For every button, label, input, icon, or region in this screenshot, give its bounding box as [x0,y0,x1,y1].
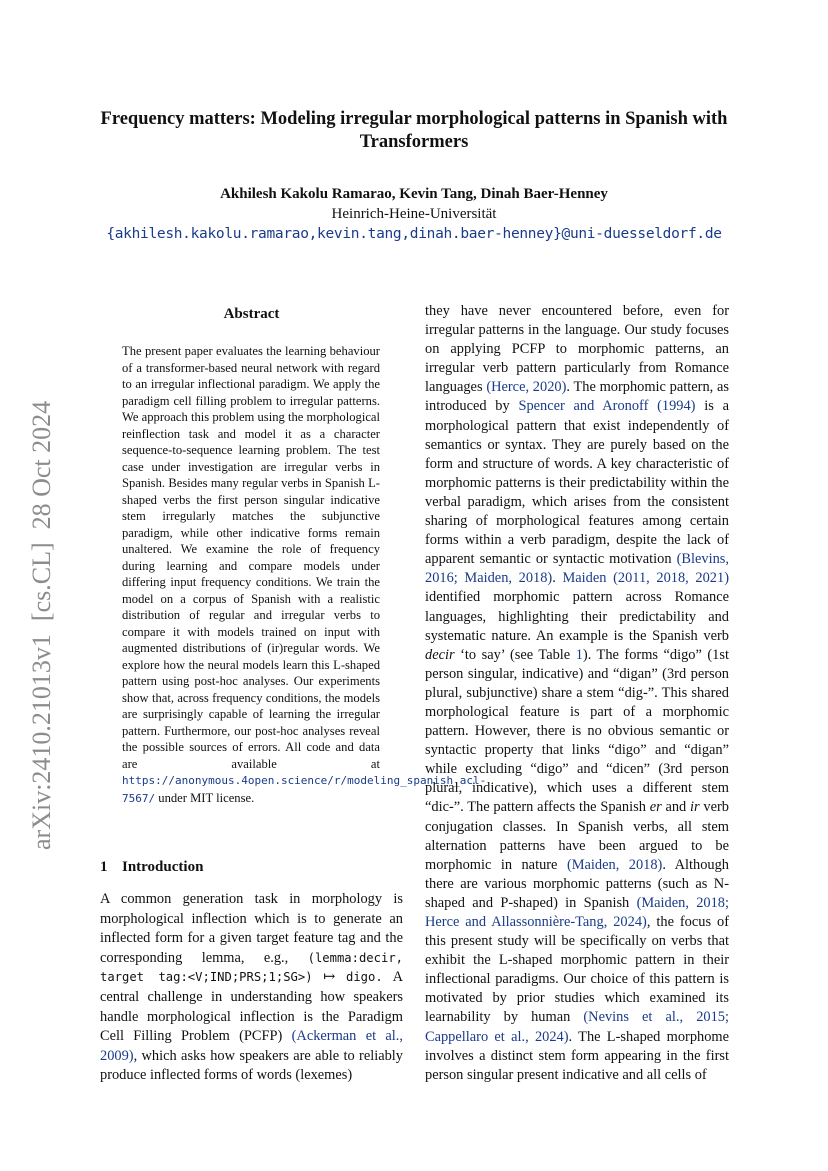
code-link[interactable]: https://anonymous.4open.science/r/modeling_spanish_acl-7567/ [122,774,487,805]
citation-link[interactable]: (Nevins et al., 2015; Cappellaro et al., 2024) [425,1009,729,1045]
paper-title: Frequency matters: Modeling irregular morphological patterns in Spanish with Transformers [100,109,728,152]
section-number: 1 [100,859,108,875]
inline-code-output: digo. [345,970,383,985]
section-heading [100,859,203,876]
body-text: and [665,799,687,816]
author-list: Akhilesh Kakolu Ramarao, Kevin Tang, Dinah Baer-Henney [220,186,608,202]
inline-code: (lemma:decir, target tag:<V;IND;PRS;1;SG>) [100,950,403,985]
body-text: they have never encountered before, even for irregular patterns in the language. Our study focuses on applying PCFP to morphomic patterns, an irregular verb pattern particularly from Romance languages [425,303,729,396]
citation-link[interactable]: Spencer and Aronoff (1994) [518,398,696,415]
body-text: . Although there are various morphomic patterns (such as N-shaped and P-shaped) in Spanish [425,856,729,911]
author-emails[interactable]: {akhilesh.kakolu.ramarao,kevin.tang,dinah.baer-henney}@uni-duesseldorf.de [106,226,722,242]
body-text: identified morphomic pattern across Romance languages, highlighting their predictability and systematic nature. An example is the Spanish verb [425,589,729,644]
body-text: verb conjugation classes. In Spanish verbs, all stem alternation patterns have been argued to be morphomic in nature [425,799,729,873]
citation-link[interactable]: (Blevins, 2016; Maiden, 2018) [425,551,729,587]
body-text: . [552,570,556,587]
citation-link[interactable]: Maiden (2011, 2018, 2021) [562,570,729,587]
maps-to-symbol: ↦ [323,969,336,986]
italic-term: decir [425,646,455,663]
citation-link[interactable]: (Maiden, 2018) [566,856,663,873]
table-reference-link[interactable]: 1 [575,646,583,663]
body-text: is a morphological pattern that exist independently of semantics or syntax. They are purely based on the form and structure of words. A key characteristic of morphomic patterns is their predictability within the verbal paradigm, which arises from the consistent sharing of morphological features among certain forms within a verb paradigm, despite the lack of apparent semantic or syntactic motivation [425,398,729,568]
citation-link[interactable]: (Ackerman et al., 2009) [100,1028,403,1064]
body-text: . The L-shaped morphome involves a distinct stem form appearing in the first person singular present indicative and all cells of [425,1028,729,1083]
right-column-paragraph [425,302,729,1085]
intro-text: , which asks how speakers are able to reliably produce inflected forms of words (lexemes) [100,1047,403,1084]
citation-link[interactable]: (Herce, 2020) [486,379,567,396]
body-text: ‘to say’ (see Table [460,646,571,663]
intro-paragraph [100,890,403,1086]
abstract-text: The present paper evaluates the learning behaviour of a transformer-based neural network with regard to an irregular inflectional paradigm. We apply the paradigm cell filling problem to irregular patterns. We approach this problem using the morphological reinflection task and model it as a character sequence-to-sequence learning problem. The test case under investigation are irregular verbs in Spanish. Besides many regular verbs in Spanish L-shaped verbs the first person singular indicative stem irregularly matches the subjunctive paradigm, while other indicative forms remain unaltered. We examine the role of frequency during learning and compare models under differing input frequency conditions. We train the model on a corpus of Spanish with a realistic distribution of regular and irregular verbs to compare it with models trained on input with augmented distributions of (ir)regular words. We explore how the neural models learn this L-shaped pattern using post-hoc analyses. Our experiments show that, across frequency conditions, the models are surprisingly capable of learning the irregular pattern. Furthermore, our post-hoc analyses reveal the possible sources of errors. All code and data are available at [122,344,380,771]
italic-term: ir [690,799,700,816]
arxiv-side-label: arXiv:2410.21013v1 [cs.CL] 28 Oct 2024 [27,400,56,850]
italic-term: er [649,799,662,816]
section-title: Introduction [122,859,204,875]
intro-text: A common generation task in morphology is morphological inflection which is to generate an inflected form for a given target feature tag and the corresponding lemma, e.g., [100,891,403,966]
body-text: , the focus of this present study will be specifically on verbs that exhibit the L-shaped morphomic pattern in their inflectional paradigms. Our choice of this pattern is motivated by prior studies which examined its learnability by human [425,914,729,1026]
abstract-heading: Abstract [223,306,280,322]
body-text: ). The forms “digo” (1st person singular, indicative) and “digan” (3rd person plural, subjunctive) share a stem “dig-”. This shared morphological feature is part of a morphomic pattern. However, there is no obvious semantic or syntactic property that links “digo” and “digan” while excluding “digo” and “dicen” (3rd person plural, indicative), which uses a different stem “dic-”. The pattern affects the Spanish [425,646,729,816]
citation-link[interactable]: (Maiden, 2018; Herce and Allassonnière-Tang, 2024) [425,894,729,930]
abstract-tail: under MIT license. [158,790,255,805]
body-text: . The morphomic pattern, as introduced by [425,379,729,415]
intro-text: A central challenge in understanding how speakers handle morphological inflection is the Paradigm Cell Filling Problem (PCFP) [100,969,403,1045]
affiliation: Heinrich-Heine-Universität [331,206,497,222]
